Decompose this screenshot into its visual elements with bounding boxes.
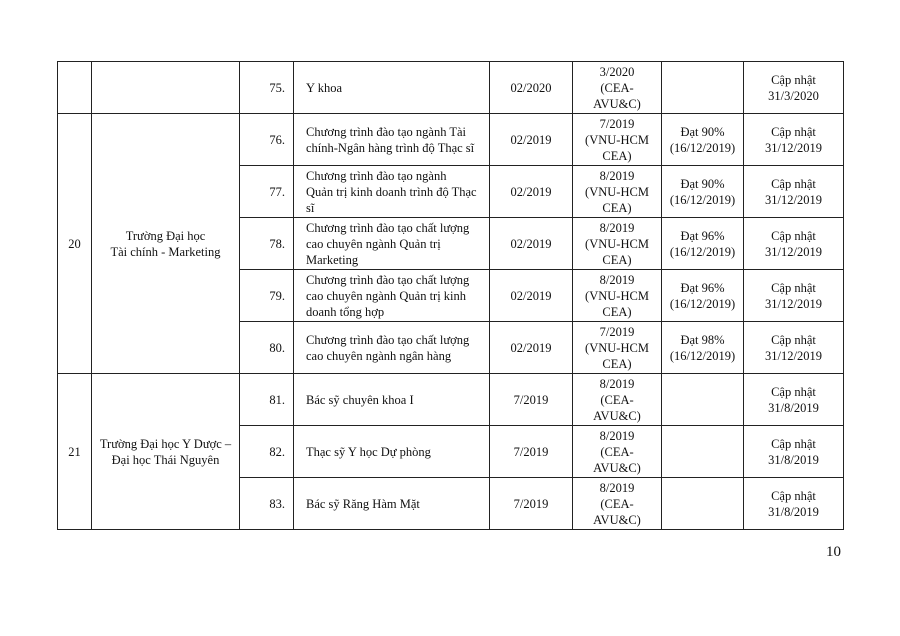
self-evaluation-date: 7/2019 [490, 426, 573, 478]
external-evaluation: 7/2019 (VNU-HCM CEA) [573, 114, 662, 166]
self-evaluation-date: 02/2019 [490, 270, 573, 322]
self-evaluation-date: 02/2020 [490, 62, 573, 114]
accreditation-result [662, 426, 744, 478]
program-number: 79. [240, 270, 294, 322]
update-status: Cập nhật 31/8/2019 [744, 426, 844, 478]
school-index: 21 [58, 374, 92, 530]
accreditation-result [662, 62, 744, 114]
program-name: Chương trình đào tạo ngành Quản trị kinh doanh trình độ Thạc sĩ [294, 166, 490, 218]
program-number: 81. [240, 374, 294, 426]
program-name: Bác sỹ Răng Hàm Mặt [294, 478, 490, 530]
self-evaluation-date: 02/2019 [490, 166, 573, 218]
update-status: Cập nhật 31/8/2019 [744, 478, 844, 530]
program-name: Chương trình đào tạo chất lượng cao chuyên ngành ngân hàng [294, 322, 490, 374]
school-index-cell [58, 62, 92, 114]
program-number: 76. [240, 114, 294, 166]
self-evaluation-date: 02/2019 [490, 114, 573, 166]
program-number: 82. [240, 426, 294, 478]
external-evaluation: 8/2019 (VNU-HCM CEA) [573, 166, 662, 218]
accreditation-result [662, 478, 744, 530]
program-name: Chương trình đào tạo chất lượng cao chuyên ngành Quản trị Marketing [294, 218, 490, 270]
accreditation-result: Đạt 96% (16/12/2019) [662, 218, 744, 270]
update-status: Cập nhật 31/12/2019 [744, 114, 844, 166]
external-evaluation: 8/2019 (VNU-HCM CEA) [573, 218, 662, 270]
program-number: 83. [240, 478, 294, 530]
table-row [58, 374, 844, 426]
update-status: Cập nhật 31/12/2019 [744, 270, 844, 322]
school-name-cell [92, 62, 240, 114]
self-evaluation-date: 02/2019 [490, 218, 573, 270]
school-name: Trường Đại học Tài chính - Marketing [92, 114, 240, 374]
external-evaluation: 7/2019 (VNU-HCM CEA) [573, 322, 662, 374]
external-evaluation: 8/2019 (VNU-HCM CEA) [573, 270, 662, 322]
external-evaluation: 8/2019 (CEA- AVU&C) [573, 374, 662, 426]
update-status: Cập nhật 31/12/2019 [744, 218, 844, 270]
accreditation-result: Đạt 98% (16/12/2019) [662, 322, 744, 374]
external-evaluation: 8/2019 (CEA- AVU&C) [573, 478, 662, 530]
program-number: 80. [240, 322, 294, 374]
school-name: Trường Đại học Y Dược – Đại học Thái Nguyên [92, 374, 240, 530]
external-evaluation: 8/2019 (CEA- AVU&C) [573, 426, 662, 478]
page-number: 10 [826, 544, 841, 560]
update-status: Cập nhật 31/8/2019 [744, 374, 844, 426]
self-evaluation-date: 7/2019 [490, 478, 573, 530]
accreditation-table [57, 61, 844, 530]
program-number: 78. [240, 218, 294, 270]
table-row [58, 62, 844, 114]
external-evaluation: 3/2020 (CEA- AVU&C) [573, 62, 662, 114]
update-status: Cập nhật 31/12/2019 [744, 322, 844, 374]
accreditation-result: Đạt 90% (16/12/2019) [662, 166, 744, 218]
program-number: 77. [240, 166, 294, 218]
update-status: Cập nhật 31/3/2020 [744, 62, 844, 114]
program-name: Chương trình đào tạo chất lượng cao chuyên ngành Quản trị kinh doanh tổng hợp [294, 270, 490, 322]
program-name: Thạc sỹ Y học Dự phòng [294, 426, 490, 478]
accreditation-result [662, 374, 744, 426]
accreditation-result: Đạt 90% (16/12/2019) [662, 114, 744, 166]
update-status: Cập nhật 31/12/2019 [744, 166, 844, 218]
program-number: 75. [240, 62, 294, 114]
self-evaluation-date: 7/2019 [490, 374, 573, 426]
program-name: Bác sỹ chuyên khoa I [294, 374, 490, 426]
program-name: Y khoa [294, 62, 490, 114]
program-name: Chương trình đào tạo ngành Tài chính-Ngân hàng trình độ Thạc sĩ [294, 114, 490, 166]
self-evaluation-date: 02/2019 [490, 322, 573, 374]
table-row [58, 114, 844, 166]
school-index: 20 [58, 114, 92, 374]
accreditation-result: Đạt 96% (16/12/2019) [662, 270, 744, 322]
